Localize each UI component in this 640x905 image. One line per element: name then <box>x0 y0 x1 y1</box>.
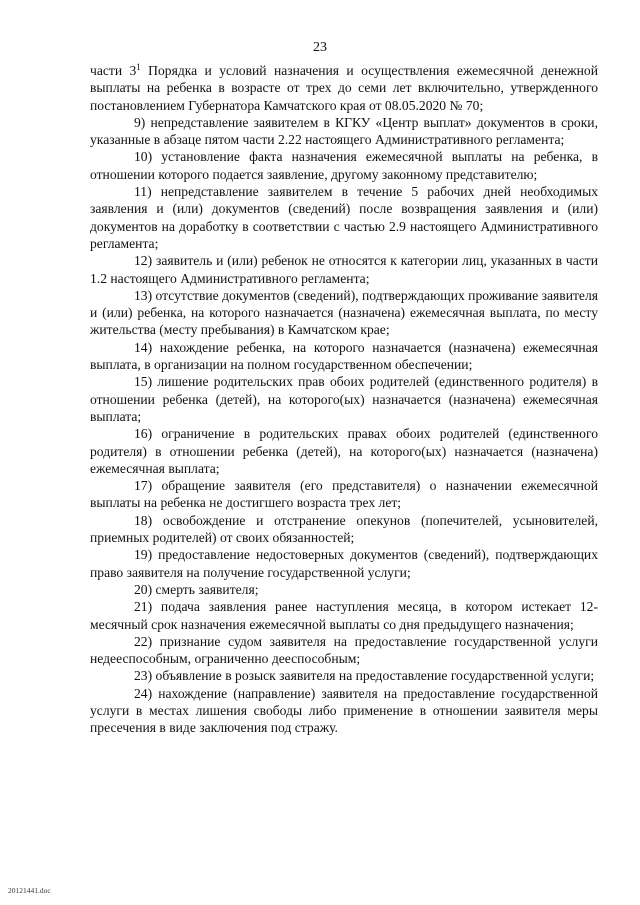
list-item-9: 9) непредставление заявителем в КГКУ «Центр выплат» документов в сроки, указанные в абзаце пятом части 2.22 настоящего Административного регламента; <box>90 114 598 148</box>
list-item-20: 20) смерть заявителя; <box>134 581 259 597</box>
list-item-12: 12) заявитель и (или) ребенок не относятся к категории лиц, указанных в части 1.2 настоящего Административного регламента; <box>90 253 598 286</box>
list-item-16: 16) ограничение в родительских правах обоих родителей (единственного родителя) в отношении ребенка (детей), на которого(ых) назначается (назначена) ежемесячная выплата; <box>90 426 598 476</box>
document-body <box>90 62 598 737</box>
list-item-24: 24) нахождение (направление) заявителя на предоставление государственной услуги в местах лишения свободы либо применение в отношении заявителя меры пресечения в виде заключения под стражу. <box>90 685 598 736</box>
list-item-21: 21) подача заявления ранее наступления месяца, в котором истекает 12-месячный срок назначения ежемесячной выплаты со дня предыдущего назначения; <box>90 599 598 632</box>
paragraph-text-end: Порядка и условий назначения и осуществления ежемесячной денежной выплаты на ребенка в возрасте от трех до семи лет включительно, утвержденного постановлением Губернатора Камчатского края от 08.05.2020 № 70; <box>90 63 598 113</box>
list-item-22: 22) признание судом заявителя на предоставление государственной услуги недееспособным, ограниченно дееспособным; <box>90 633 598 667</box>
list-item-14: 14) нахождение ребенка, на которого назначается (назначена) ежемесячная выплата, в организации на полном государственном обеспечении; <box>90 339 598 373</box>
list-item-18: 18) освобождение и отстранение опекунов (попечителей, усыновителей, приемных родителей) от своих обязанностей; <box>90 512 598 546</box>
continued-paragraph <box>90 62 598 114</box>
list-item-19: 19) предоставление недостоверных документов (сведений), подтверждающих право заявителя на получение государственной услуги; <box>90 547 598 580</box>
list-item-17: 17) обращение заявителя (его представителя) о назначении ежемесячной выплаты на ребенка не достигшего возраста трех лет; <box>90 478 598 511</box>
paragraph-text-start: части 3 <box>90 63 137 78</box>
list-item-10: 10) установление факта назначения ежемесячной выплаты на ребенка, в отношении которого подается заявление, другому законному представителю; <box>90 149 598 182</box>
page-number: 23 <box>313 40 327 55</box>
list-item-23: 23) объявление в розыск заявителя на предоставление государственной услуги; <box>134 668 595 684</box>
list-item-13: 13) отсутствие документов (сведений), подтверждающих проживание заявителя и (или) ребенка, на которого назначается (назначена) ежемесячная выплата, по месту жительства (месту пребывания) в Камчатском крае; <box>90 287 598 338</box>
list-item-11: 11) непредставление заявителем в течение 5 рабочих дней необходимых заявления и (или) документов (сведений) после возвращения заявления и (или) документов на доработку в соответствии с частью 2.9 настоящего Административного регламента; <box>90 184 598 251</box>
list-item-15: 15) лишение родительских прав обоих родителей (единственного родителя) в отношении ребенка (детей), на которого(ых) назначается (назначена) ежемесячная выплата; <box>90 374 598 424</box>
superscript: 1 <box>136 62 141 72</box>
footer-filename: 20121441.doc <box>8 886 51 895</box>
